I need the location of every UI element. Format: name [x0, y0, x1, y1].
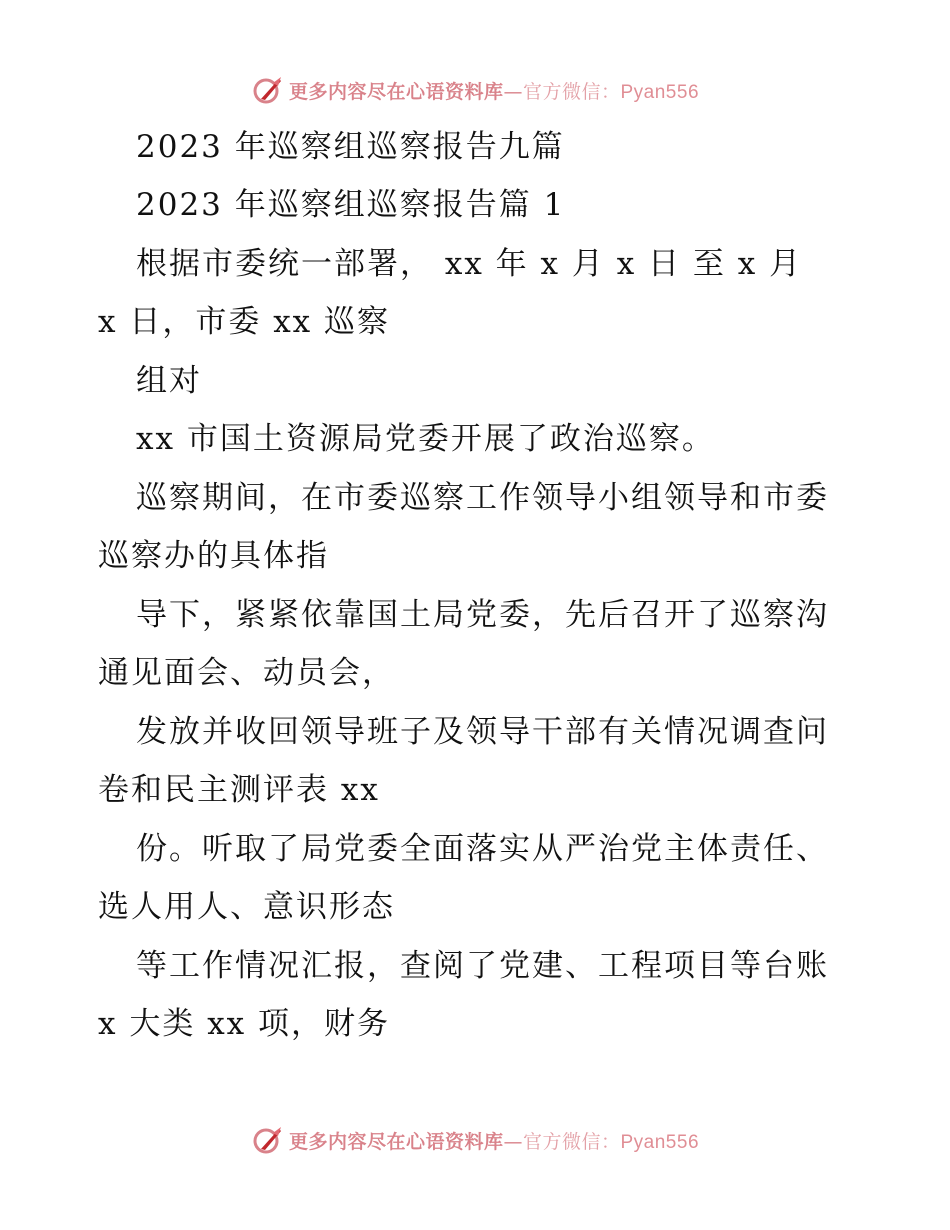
watermark-wechat-label: 官方微信：	[522, 1130, 621, 1153]
watermark-title: 更多内容尽在心语资料库	[288, 80, 504, 103]
watermark-wechat-id: Pyan556	[620, 1131, 700, 1153]
watermark-wechat-label: 官方微信：	[522, 80, 621, 103]
body-line-5: 巡察期间，在市委巡察工作领导小组领导和市委	[136, 480, 829, 516]
body-line-3: 组对	[136, 363, 202, 399]
body-line-6: 巡察办的具体指	[98, 538, 329, 574]
body-line-8: 通见面会、动员会，	[98, 655, 395, 691]
body-line-11: 份。听取了局党委全面落实从严治党主体责任、	[136, 831, 829, 867]
body-line-7: 导下，紧紧依靠国土局党委，先后召开了巡察沟	[136, 597, 829, 633]
watermark-dash: —	[503, 80, 523, 103]
body-line-10: 卷和民主测评表 xx	[98, 772, 380, 808]
section-heading: 2023 年巡察组巡察报告篇 1	[136, 187, 566, 223]
body-line-14: x 大类 xx 项，财务	[98, 1006, 391, 1042]
watermark-wechat-id: Pyan556	[620, 81, 700, 103]
watermark-dash: —	[503, 1130, 523, 1153]
footer-watermark	[0, 1120, 950, 1160]
document-title: 2023 年巡察组巡察报告九篇	[136, 129, 565, 165]
watermark-title: 更多内容尽在心语资料库	[288, 1130, 504, 1153]
body-line-9: 发放并收回领导班子及领导干部有关情况调查问	[136, 714, 829, 750]
body-line-1: 根据市委统一部署， xx 年 x 月 x 日 至 x 月	[136, 246, 803, 282]
body-line-13: 等工作情况汇报，查阅了党建、工程项目等台账	[136, 948, 829, 984]
body-line-4: xx 市国土资源局党委开展了政治巡察。	[136, 421, 715, 457]
body-line-12: 选人用人、意识形态	[98, 889, 395, 925]
feather-logo-icon	[251, 1123, 285, 1157]
body-line-2: x 日，市委 xx 巡察	[98, 304, 391, 340]
header-watermark	[0, 70, 950, 110]
feather-logo-icon	[251, 73, 285, 107]
